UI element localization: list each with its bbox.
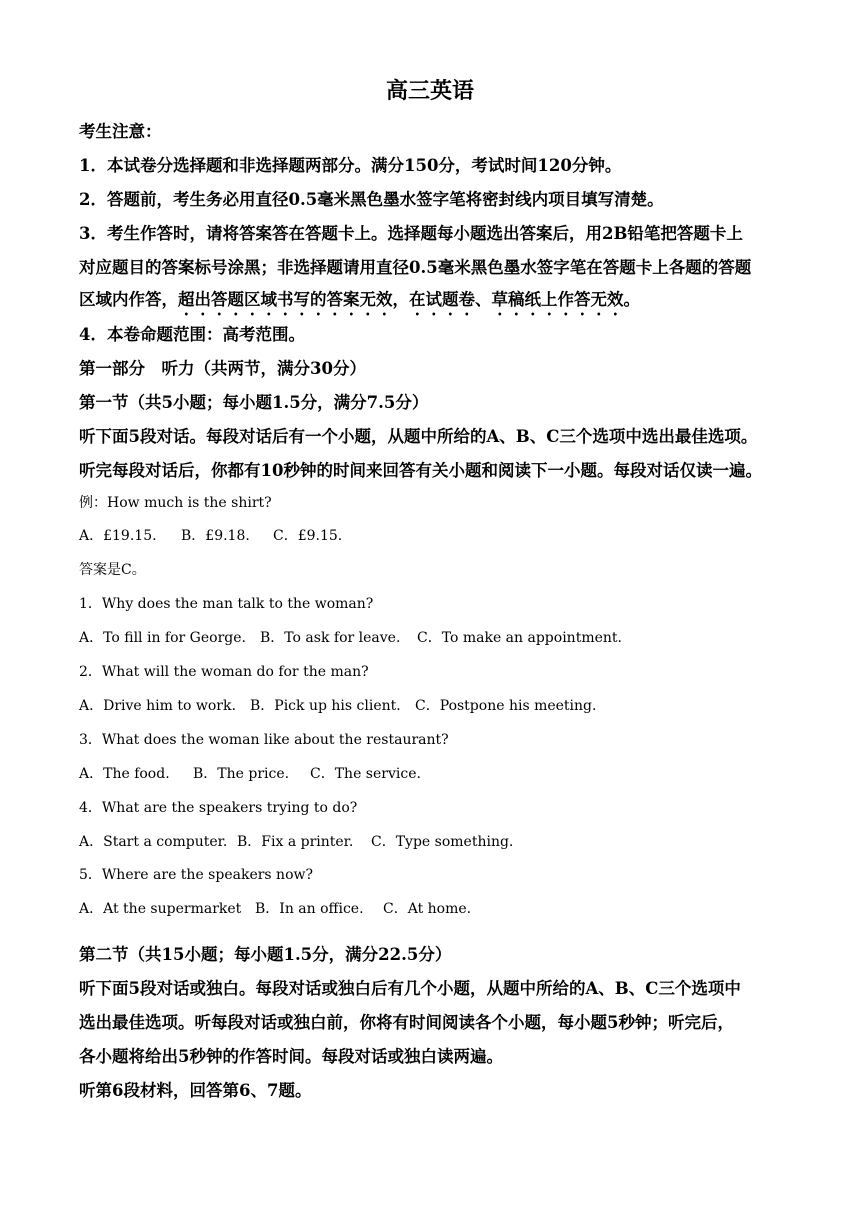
note-3-post: 。	[623, 290, 640, 309]
section-1-instruction-1: 听下面5段对话。每段对话后有一个小题，从题中所给的A、B、C三个选项中选出最佳选项。	[79, 427, 758, 446]
note-3-line-1: 3．考生作答时，请将答案答在答题卡上。选择题每小题选出答案后，用2B铅笔把答题卡上	[79, 224, 743, 243]
example-option-a: A．£19.15.	[79, 528, 157, 544]
example-options	[79, 525, 342, 545]
question-2-options	[79, 695, 596, 715]
question-1: 1．Why does the man talk to the woman?	[79, 596, 374, 612]
question-4: 4．What are the speakers trying to do?	[79, 800, 358, 816]
option-c: C．Type something.	[371, 834, 514, 850]
part-1-heading: 第一部分 听力（共两节，满分30分）	[79, 359, 366, 378]
page-title: 高三英语	[385, 78, 474, 104]
option-a: A．To fill in for George.	[79, 630, 246, 646]
note-3-emphasis: 超出答题区域书写的答案无效，在试题卷、草稿纸上作答无效	[178, 290, 624, 309]
option-c: C．Postpone his meeting.	[415, 698, 597, 714]
section-2-instruction-3: 各小题将给出5秒钟的作答时间。每段对话或独白读两遍。	[79, 1047, 503, 1066]
question-5: 5．Where are the speakers now?	[79, 867, 313, 883]
option-b: B．Pick up his client.	[250, 698, 401, 714]
option-a: A．At the supermarket	[79, 901, 242, 917]
option-c: C．To make an appointment.	[417, 630, 622, 646]
section-2-heading: 第二节（共15小题；每小题1.5分，满分22.5分）	[79, 945, 452, 964]
option-b: B．In an office.	[255, 901, 364, 917]
section-2-instruction-2: 选出最佳选项。听每段对话或独白前，你将有时间阅读各个小题，每小题5秒钟；听完后，	[79, 1013, 734, 1032]
option-a: A．The food.	[79, 766, 170, 782]
note-3-line-2: 对应题目的答案标号涂黑；非选择题请用直径0.5毫米黑色墨水签字笔在答题卡上各题的答题	[79, 258, 752, 277]
example-answer: 答案是C。	[79, 562, 146, 578]
section-2-instruction-1: 听下面5段对话或独白。每段对话或独白后有几个小题，从题中所给的A、B、C三个选项中	[79, 979, 741, 998]
note-4: 4．本卷命题范围：高考范围。	[79, 325, 305, 344]
option-b: B．To ask for leave.	[260, 630, 401, 646]
question-2: 2．What will the woman do for the man?	[79, 664, 369, 680]
note-3-line-3	[79, 286, 640, 319]
question-3: 3．What does the woman like about the restaurant?	[79, 732, 449, 748]
section-1-instruction-2: 听完每段对话后，你都有10秒钟的时间来回答有关小题和阅读下一小题。每段对话仅读一遍。	[79, 461, 762, 480]
option-c: C．At home.	[383, 901, 472, 917]
option-c: C．The service.	[310, 766, 421, 782]
question-3-options	[79, 763, 421, 783]
question-1-options	[79, 627, 622, 647]
example-option-c: C．£9.15.	[273, 528, 343, 544]
example-question: 例：How much is the shirt?	[79, 495, 272, 511]
option-b: B．The price.	[193, 766, 290, 782]
question-5-options	[79, 898, 471, 918]
option-a: A．Drive him to work.	[79, 698, 236, 714]
option-b: B．Fix a printer.	[237, 834, 354, 850]
note-2: 2．答题前，考生务必用直径0.5毫米黑色墨水签字笔将密封线内项目填写清楚。	[79, 190, 664, 209]
note-1: 1．本试卷分选择题和非选择题两部分。满分150分，考试时间120分钟。	[79, 156, 622, 175]
section-1-heading: 第一节（共5小题；每小题1.5分，满分7.5分）	[79, 393, 429, 412]
section-2-instruction-4: 听第6段材料，回答第6、7题。	[79, 1081, 312, 1100]
example-option-b: B．£9.18.	[181, 528, 250, 544]
note-3-pre: 区域内作答，	[79, 290, 178, 309]
option-a: A．Start a computer.	[79, 834, 228, 850]
question-4-options	[79, 831, 513, 851]
notice-heading: 考生注意：	[79, 122, 162, 141]
